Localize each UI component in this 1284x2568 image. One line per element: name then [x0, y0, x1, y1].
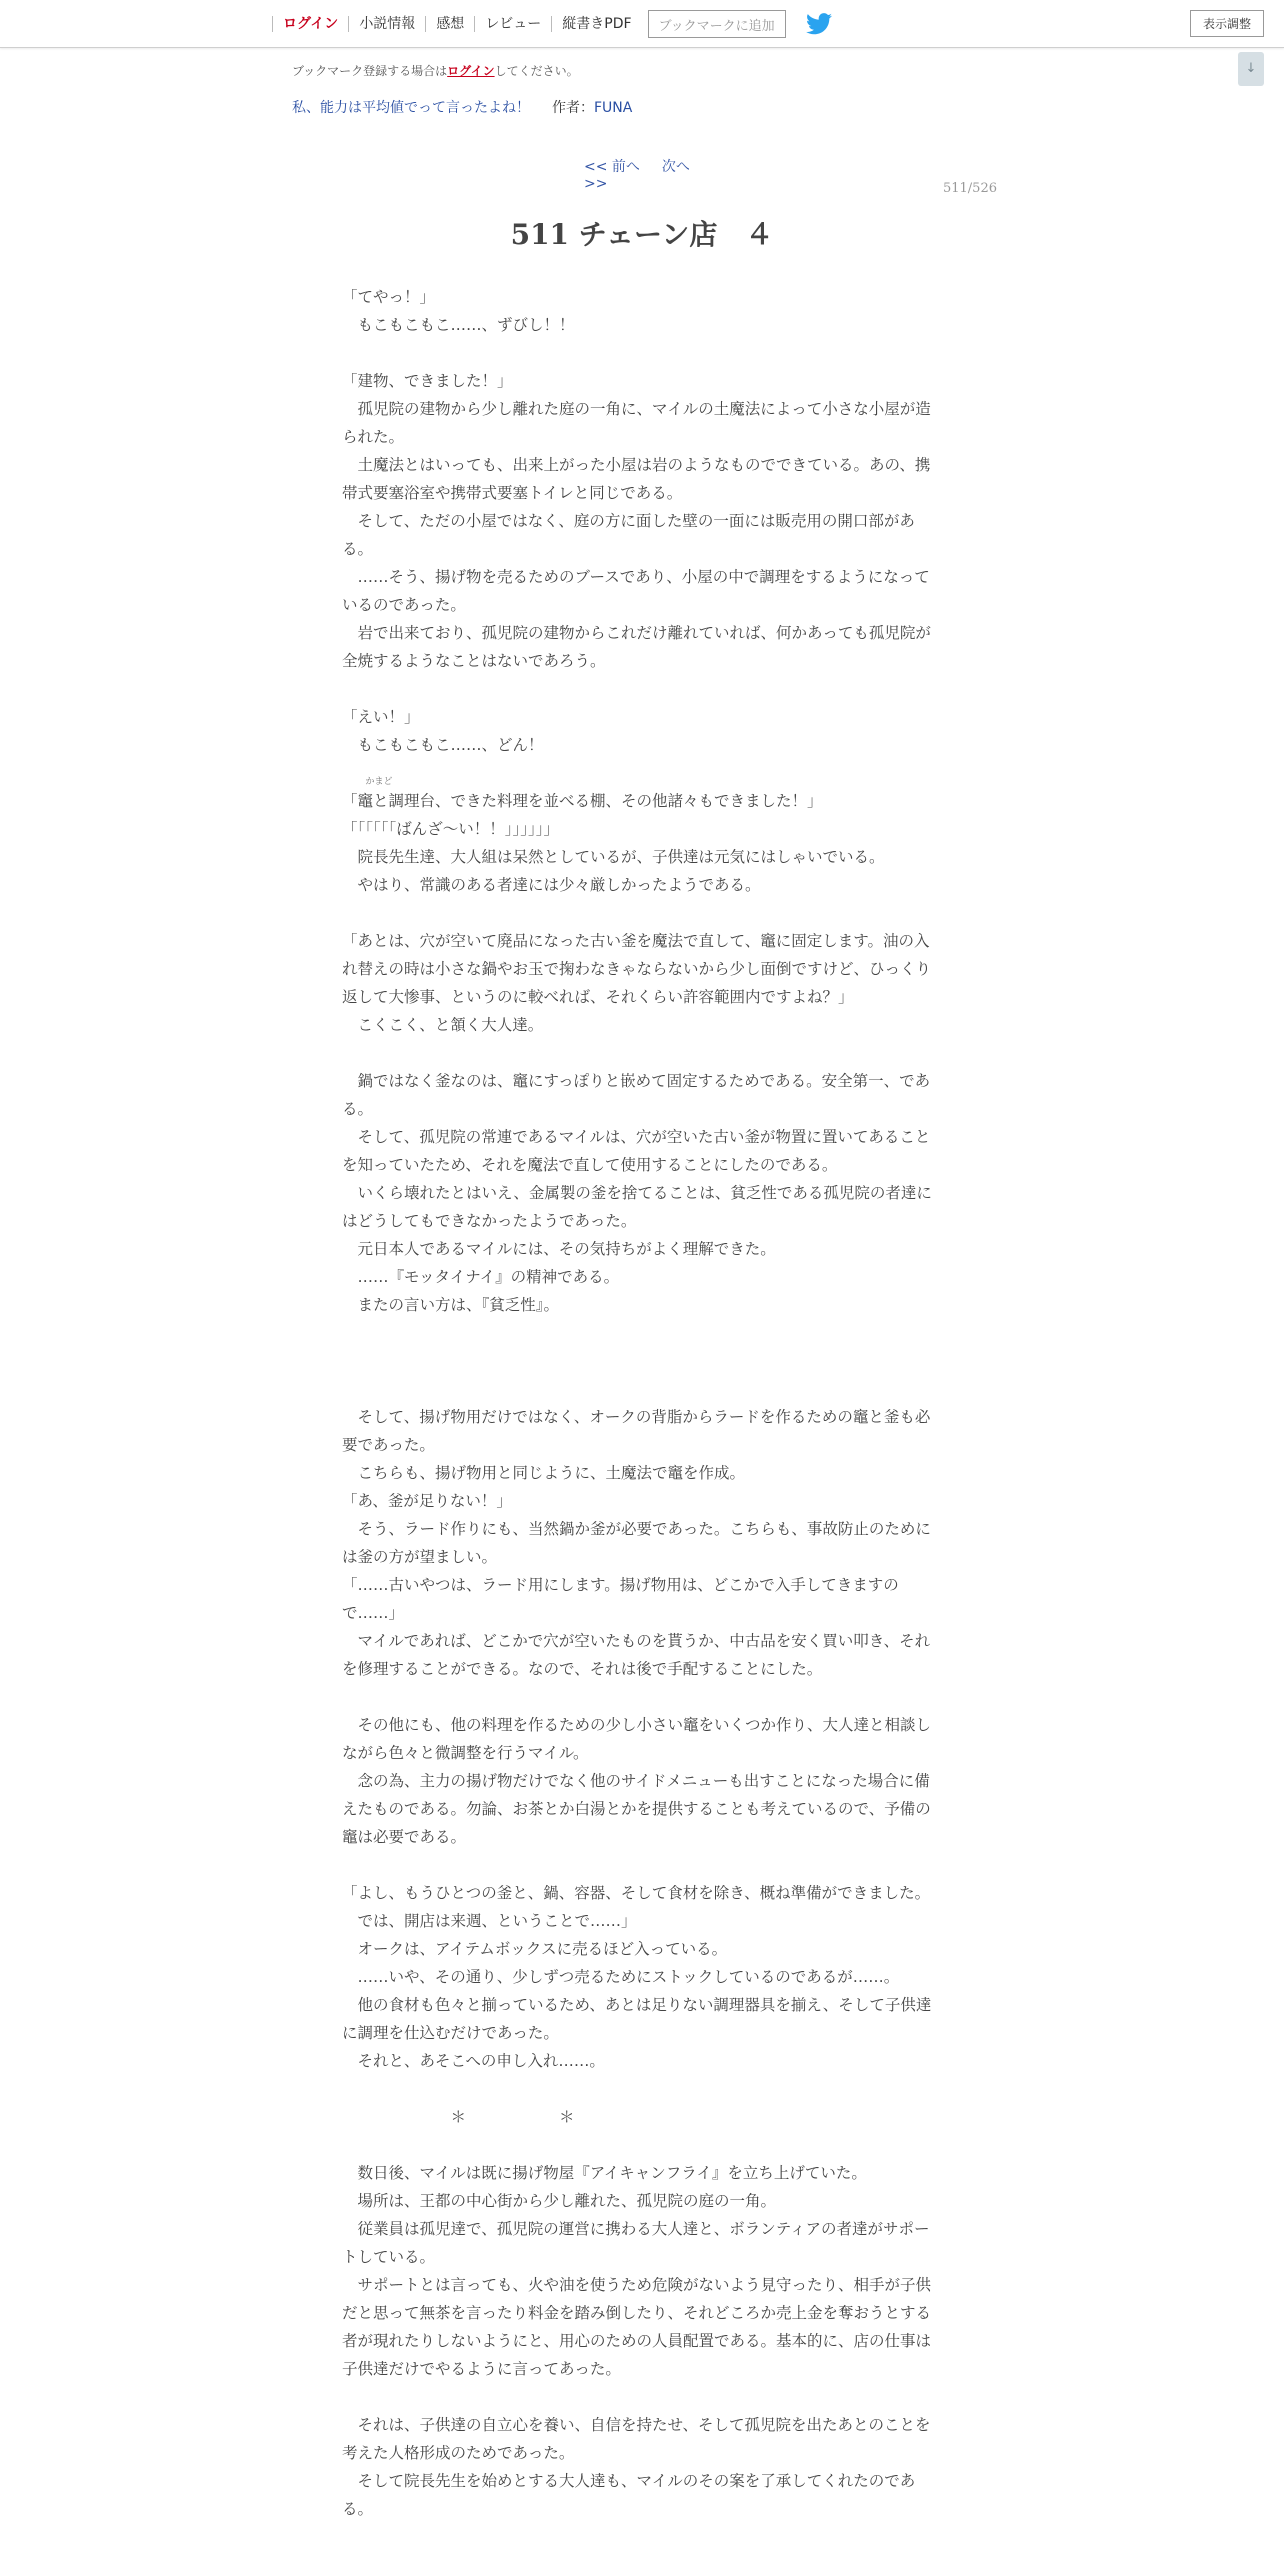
add-bookmark-button[interactable]: ブックマークに追加 — [648, 10, 786, 38]
body-line: 「えい！」 — [342, 708, 420, 726]
notice-login-link[interactable]: ログイン — [447, 64, 495, 78]
body-line — [342, 1851, 936, 1879]
body-line — [342, 2075, 936, 2103]
body-line: 従業員は孤児達で、孤児院の運営に携わる大人達と、ボランティアの者達がサポートしている。 — [342, 2220, 930, 2266]
nav-impressions-link[interactable]: 感想 — [426, 16, 475, 32]
main-nav — [272, 9, 832, 39]
body-line — [342, 759, 936, 787]
scroll-down-arrow-icon[interactable]: ↓ — [1238, 52, 1264, 86]
pager — [584, 156, 704, 192]
next-page-link[interactable]: 次へ >> — [584, 159, 690, 192]
ruby-text — [357, 777, 393, 815]
twitter-bird-icon[interactable] — [806, 13, 832, 35]
body-line: 「……古いやつは、ラード用にします。揚げ物用は、どこかで入手してきますので……」 — [342, 1576, 899, 1622]
body-line: 数日後、マイルは既に揚げ物屋『アイキャンフライ』を立ち上げていた。 — [342, 2164, 867, 2182]
body-line: マイルであれば、どこかで穴が空いたものを貰うか、中古品を安く買い叩き、それを修理することができる。なので、それは後で手配することにした。 — [342, 1632, 931, 1678]
body-line: 孤児院の建物から少し離れた庭の一角に、マイルの土魔法によって小さな小屋が造られた。 — [342, 400, 931, 446]
novel-body — [342, 283, 936, 2523]
ruby-line-rest: と調理台、できた料理を並べる棚、その他諸々もできました！」 — [373, 792, 823, 810]
body-line: 岩で出来ており、孤児院の建物からこれだけ離れていれば、何かあっても孤児院が全焼するようなことはないであろう。 — [342, 624, 931, 670]
body-line: ……いや、その通り、少しずつ売るためにストックしているのであるが……。 — [342, 1968, 900, 1986]
nav-novel-info-link[interactable]: 小説情報 — [349, 16, 426, 32]
body-line: こちらも、揚げ物用と同じように、土魔法で竈を作成。 — [342, 1464, 746, 1482]
body-line: やはり、常識のある者達には少々厳しかったようである。 — [342, 876, 761, 894]
chapter-title: 511 チェーン店 ４ — [510, 218, 774, 251]
nav-vertical-pdf-link[interactable]: 縦書きPDF — [562, 16, 632, 32]
body-line: もこもこもこ……、どん！ — [342, 736, 544, 754]
body-line: 「よし、もうひとつの釜と、鍋、容器、そして食材を除き、概ね準備ができました。 — [342, 1884, 931, 1902]
body-line: 「あ、釜が足りない！」 — [342, 1492, 512, 1510]
page-counter: 511/526 — [942, 181, 997, 196]
prev-page-link[interactable]: << 前へ — [584, 159, 640, 175]
quote-open: 「 — [342, 792, 358, 810]
author-label: 作者： — [552, 100, 594, 116]
body-line: その他にも、他の料理を作るための少し小さい竈をいくつか作り、大人達と相談しながら色々と微調整を行うマイル。 — [342, 1716, 932, 1762]
author-link[interactable]: FUNA — [594, 100, 633, 116]
body-line: ……そう、揚げ物を売るためのブースであり、小屋の中で調理をするようになっているのであった。 — [342, 568, 930, 614]
body-line — [342, 899, 936, 927]
body-line: それと、あそこへの申し入れ……。 — [342, 2052, 605, 2070]
body-line: 「てやっ！」 — [342, 288, 436, 306]
body-line — [342, 1039, 936, 1067]
ruby-reading: かまど — [365, 777, 393, 787]
body-line: 鍋ではなく釜なのは、竈にすっぽりと嵌めて固定するためである。安全第一、である。 — [342, 1072, 931, 1118]
body-line: ……『モッタイナイ』の精神である。 — [342, 1268, 620, 1286]
body-line: 「あとは、穴が空いて廃品になった古い釜を魔法で直して、竈に固定します。油の入れ替えの時は小さな鍋やお玉で掬わなきゃならないから少し面倒ですけど、ひっくり返して大惨事、というのに較べれば、それくらい許容範囲内ですよね？」 — [342, 932, 932, 1006]
body-line: 院長先生達、大人組は呆然としているが、子供達は元気にはしゃいでいる。 — [342, 848, 885, 866]
body-line — [342, 1347, 936, 1375]
body-line — [342, 777, 936, 815]
top-navigation-bar — [0, 0, 1284, 48]
body-line: サポートとは言っても、火や油を使うため危険がないよう見守ったり、相手が子供だと思って無茶を言ったり料金を踏み倒したり、それどころか売上金を奪おうとする者が現れたりしないようにと、用心のための人員配置である。基本的に、店の仕事は子供達だけでやるように言ってあった。 — [342, 2276, 932, 2378]
body-line: 場所は、王都の中心街から少し離れた、孤児院の庭の一角。 — [342, 2192, 777, 2210]
ruby-base: 竈 — [357, 792, 374, 810]
bookmark-login-notice — [292, 62, 579, 79]
body-line: いくら壊れたとはいえ、金属製の釜を捨てることは、貧乏性である孤児院の者達にはどうしてもできなかったようであった。 — [342, 1184, 932, 1230]
body-line: それは、子供達の自立心を養い、自信を持たせ、そして孤児院を出たあとのことを考えた人格形成のためであった。 — [342, 2416, 931, 2462]
body-line — [342, 339, 936, 367]
body-line: そして、揚げ物用だけではなく、オークの背脂からラードを作るための竈と釜も必要であった。 — [342, 1408, 931, 1454]
body-line — [342, 1683, 936, 1711]
body-line: またの言い方は、『貧乏性』。 — [342, 1296, 560, 1314]
body-line: 「「「「「「ばんざ～い！！」」」」」」 — [342, 820, 560, 838]
notice-prefix: ブックマーク登録する場合は — [292, 64, 448, 78]
body-line: そして、孤児院の常連であるマイルは、穴が空いた古い釜が物置に置いてあることを知っていたため、それを魔法で直して使用することにしたのである。 — [342, 1128, 931, 1174]
novel-title-link[interactable]: 私、能力は平均値でって言ったよね！ — [292, 100, 530, 116]
body-line: 土魔法とはいっても、出来上がった小屋は岩のようなものでできている。あの、携帯式要塞浴室や携帯式要塞トイレと同じである。 — [342, 456, 931, 502]
body-line: 他の食材も色々と揃っているため、あとは足りない調理器具を揃え、そして子供達に調理を仕込むだけであった。 — [342, 1996, 932, 2042]
body-line — [342, 2131, 936, 2159]
nav-login-link[interactable]: ログイン — [272, 16, 349, 32]
body-line: そう、ラード作りにも、当然鍋か釜が必要であった。こちらも、事故防止のためには釜の方が望ましい。 — [342, 1520, 931, 1566]
nav-review-link[interactable]: レビュー — [475, 16, 552, 32]
body-line: そして、ただの小屋ではなく、庭の方に面した壁の一面には販売用の開口部がある。 — [342, 512, 915, 558]
body-line: こくこく、と頷く大人達。 — [342, 1016, 544, 1034]
body-line — [342, 1375, 936, 1403]
body-line: では、開店は来週、ということで……」 — [342, 1912, 637, 1930]
body-line: 元日本人であるマイルには、その気持ちがよく理解できた。 — [342, 1240, 776, 1258]
body-line: そして院長先生を始めとする大人達も、マイルのその案を了承してくれたのである。 — [342, 2472, 916, 2518]
body-line: オークは、アイテムボックスに売るほど入っている。 — [342, 1940, 728, 1958]
body-line — [342, 675, 936, 703]
body-line: 「建物、できました！」 — [342, 372, 513, 390]
display-settings-button[interactable]: 表示調整 — [1190, 10, 1264, 37]
notice-suffix: してください。 — [494, 64, 579, 78]
body-line: もこもこもこ……、ずびし！！ — [342, 316, 575, 334]
body-line: ＊ ＊ — [342, 2108, 575, 2126]
body-line — [342, 1319, 936, 1347]
body-line: 念の為、主力の揚げ物だけでなく他のサイドメニューも出すことになった場合に備えたものである。勿論、お茶とか白湯とかを提供することも考えているので、予備の竈は必要である。 — [342, 1772, 931, 1846]
novel-header — [292, 97, 632, 117]
body-line — [342, 2383, 936, 2411]
